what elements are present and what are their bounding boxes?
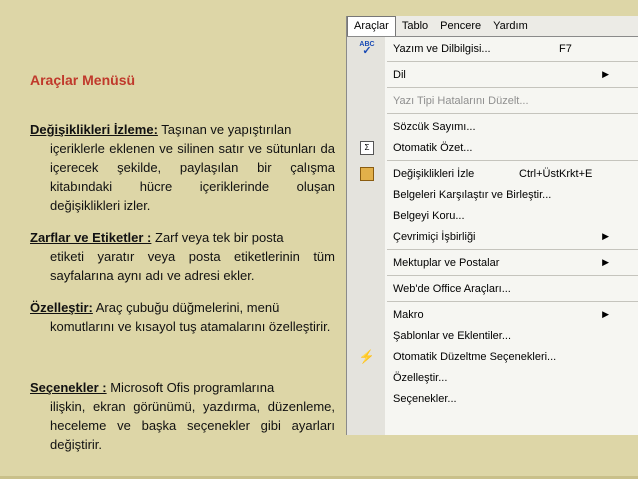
submenu-arrow-icon: ▶ xyxy=(602,309,609,319)
paragraph-track-changes xyxy=(30,120,335,215)
menu-bar xyxy=(347,16,638,37)
slide-title: Araçlar Menüsü xyxy=(30,72,136,88)
menu-item-label: Otomatik Düzeltme Seçenekleri... xyxy=(393,350,557,363)
menu-separator xyxy=(387,275,638,276)
submenu-arrow-icon: ▶ xyxy=(602,231,609,241)
term: Zarflar ve Etiketler : xyxy=(30,230,152,245)
menu-separator xyxy=(387,61,638,62)
menu-item-customize[interactable] xyxy=(347,367,638,388)
menu-item-protect-document[interactable] xyxy=(347,205,638,226)
para-rest: ilişkin, ekran görünümü, yazdırma, düzenleme, heceleme ve başka seçenekler gibi ayarları değiştirir. xyxy=(50,399,335,452)
spelling-icon: ABC ✓ xyxy=(359,41,375,57)
menu-item-label: Yazım ve Dilbilgisi... xyxy=(393,42,491,55)
menu-item-macro[interactable] xyxy=(347,304,638,325)
menu-item-label: Otomatik Özet... xyxy=(393,141,473,154)
paragraph-customize xyxy=(30,298,335,336)
term: Seçenekler : xyxy=(30,380,107,395)
menu-item-label: Şablonlar ve Eklentiler... xyxy=(393,329,512,342)
menu-item-autocorrect-options[interactable] xyxy=(347,346,638,367)
para-first: Zarf veya tek bir posta xyxy=(151,230,284,245)
autocorrect-icon: ⚡ xyxy=(358,348,376,364)
menu-item-word-count[interactable] xyxy=(347,116,638,137)
menubar-table[interactable]: Tablo xyxy=(401,20,429,32)
menu-separator xyxy=(387,249,638,250)
menu-separator xyxy=(387,301,638,302)
menu-item-autosummary[interactable] xyxy=(347,137,638,158)
menu-item-options[interactable] xyxy=(347,388,638,409)
menu-item-label: Çevrimiçi İşbirliği xyxy=(393,230,476,243)
menu-item-office-tools-web[interactable] xyxy=(347,278,638,299)
submenu-arrow-icon: ▶ xyxy=(602,257,609,267)
menu-item-label: Web'de Office Araçları... xyxy=(393,282,511,295)
menu-item-label: Yazı Tipi Hatalarını Düzelt... xyxy=(393,94,529,107)
menu-item-fix-font-errors xyxy=(347,90,638,111)
menubar-help[interactable]: Yardım xyxy=(493,20,528,32)
menubar-tools[interactable]: Araçlar xyxy=(347,16,396,36)
menu-item-label: Mektuplar ve Postalar xyxy=(393,256,500,269)
menu-separator xyxy=(387,160,638,161)
menu-separator xyxy=(387,113,638,114)
para-rest: içeriklerle eklenen ve silinen satır ve sütunları da içerecek şekilde, paylaşılan bir çalışma kitabındaki hücre içeriklerinde oluşan değişiklikleri izler. xyxy=(50,141,335,213)
paragraph-envelopes xyxy=(30,228,335,285)
para-first: Araç çubuğu düğmelerini, menü xyxy=(92,300,280,315)
paragraph-options xyxy=(30,378,335,454)
menu-item-letters-mailings[interactable] xyxy=(347,252,638,273)
term: Değişiklikleri İzleme: xyxy=(30,122,158,137)
menu-item-label: Sözcük Sayımı... xyxy=(393,120,476,133)
menu-item-label: Makro xyxy=(393,308,424,321)
menubar-window[interactable]: Pencere xyxy=(440,20,482,32)
menu-item-label: Seçenekler... xyxy=(393,392,457,405)
menu-item-track-changes[interactable] xyxy=(347,163,638,184)
menu-item-label: Dil xyxy=(393,68,406,81)
tools-menu xyxy=(346,16,638,435)
para-rest: etiketi yaratır veya posta etiketlerinin tüm sayfalarına aynı adı ve adresi ekler. xyxy=(50,249,335,283)
menu-item-shortcut: F7 xyxy=(559,42,572,55)
menu-item-label: Değişiklikleri İzle xyxy=(393,167,475,180)
para-first: Taşınan ve yapıştırılan xyxy=(157,122,292,137)
track-changes-icon xyxy=(359,166,375,182)
para-rest: komutlarını ve kısayol tuş atamalarını özelleştirir. xyxy=(50,319,331,334)
menu-item-language[interactable] xyxy=(347,64,638,85)
menu-item-label: Özelleştir... xyxy=(393,371,448,384)
menu-item-spelling[interactable] xyxy=(347,38,638,59)
menu-items xyxy=(347,38,638,409)
term: Özelleştir: xyxy=(30,300,93,315)
menu-item-compare-merge[interactable] xyxy=(347,184,638,205)
menu-item-templates-addins[interactable] xyxy=(347,325,638,346)
menu-item-online-collaboration[interactable] xyxy=(347,226,638,247)
para-first: Microsoft Ofis programlarına xyxy=(106,380,275,395)
menu-item-label: Belgeleri Karşılaştır ve Birleştir... xyxy=(393,188,552,201)
submenu-arrow-icon: ▶ xyxy=(602,69,609,79)
autosummary-icon: Σ xyxy=(359,140,375,156)
menu-separator xyxy=(387,87,638,88)
menu-item-label: Belgeyi Koru... xyxy=(393,209,465,222)
menu-item-shortcut: Ctrl+ÜstKrkt+E xyxy=(519,167,593,180)
